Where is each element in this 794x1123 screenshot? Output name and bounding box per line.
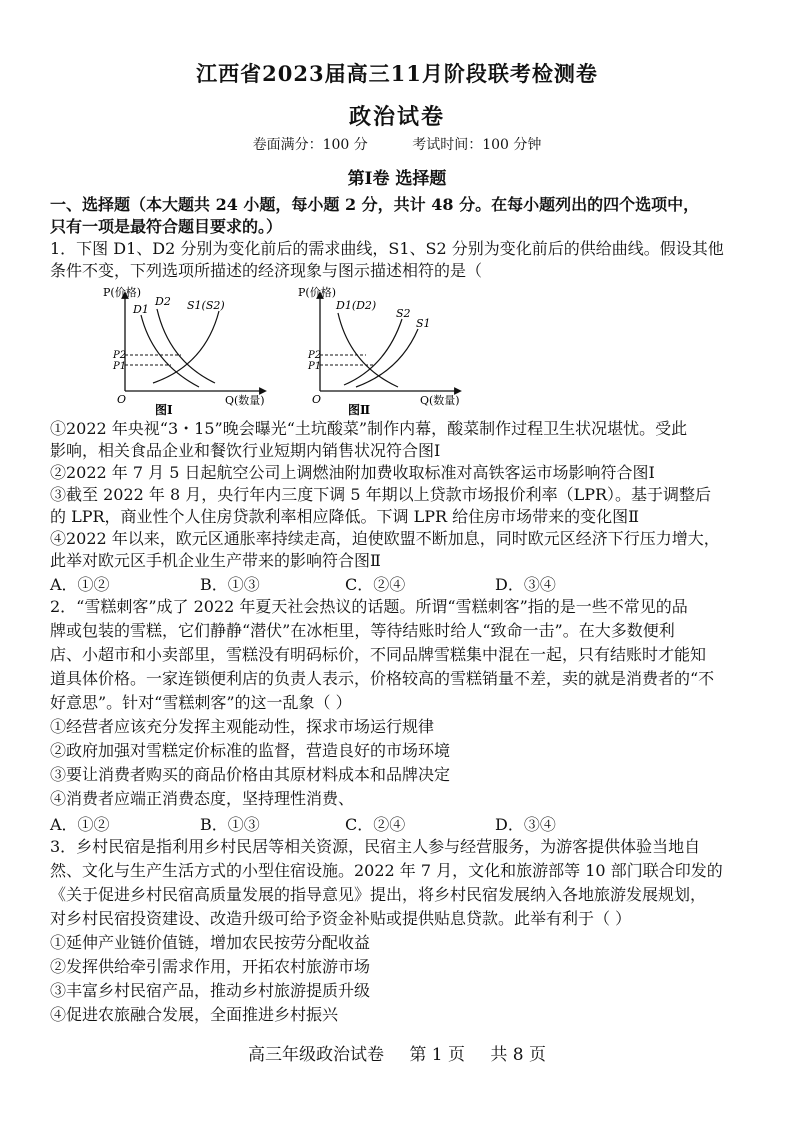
q3-stem-line-4: 对乡村民宿投资建设、改造升级可给予资金补贴或提供贴息贷款。此举有利于（ ）	[50, 909, 632, 928]
page-footer	[0, 1040, 794, 1065]
q3-stem-line-2: 然、文化与生产生活方式的小型住宿设施。2022 年 7 月，文化和旅游部等 10 部门联合印发的	[50, 861, 723, 880]
q1-item-1-line-2: 影响，相关食品企业和餐饮行业短期内销售状况符合图Ⅰ	[50, 441, 441, 460]
full-score: 卷面满分：100 分	[252, 137, 368, 153]
exam-meta	[0, 134, 794, 154]
q3-item-4: ④促进农旅融合发展，全面推进乡村振兴	[50, 1005, 339, 1024]
graph1-y-label: P(价格)	[103, 286, 141, 299]
q1-options	[50, 572, 750, 594]
supply-demand-graph-2	[290, 283, 470, 418]
graph1-p2-label: P2	[113, 350, 127, 361]
supply-demand-graph-1	[95, 283, 275, 418]
graph2-s2-label: S2	[396, 307, 411, 320]
q1-stem-line-1: 1．下图 D1、D2 分别为变化前后的需求曲线，S1、S2 分别为变化前后的供给曲线。假设其他	[50, 239, 724, 258]
graph1-x-label: Q(数量)	[225, 394, 265, 407]
exam-subject: 政治试卷	[348, 104, 445, 130]
q2-stem-line-4: 道具体价格。一家连锁便利店的负责人表示，价格较高的雪糕销量不差，卖的就是消费者的“不	[50, 669, 715, 688]
footer-grade: 高三年级政治试卷	[247, 1045, 384, 1065]
graph2-supply-curve-s2	[344, 319, 402, 385]
q2-stem-line-1: 2．“雪糕刺客”成了 2022 年夏天社会热议的话题。所谓“雪糕刺客”指的是一些不常见的品	[50, 597, 688, 616]
graph1-s-label: S1(S2)	[187, 299, 225, 312]
q2-item-2: ②政府加强对雪糕定价标准的监督，营造良好的市场环境	[50, 741, 451, 760]
q2-item-3: ③要让消费者购买的商品价格由其原材料成本和品牌决定	[50, 765, 451, 784]
graph2-d-label: D1(D2)	[336, 299, 377, 312]
q2-option-a[interactable]: A．①②	[50, 815, 110, 834]
q2-item-4: ④消费者应端正消费态度，坚持理性消费、	[50, 789, 355, 808]
graph1-d2-label: D2	[155, 295, 171, 308]
q2-item-1: ①经营者应该充分发挥主观能动性，探求市场运行规律	[50, 717, 435, 736]
q1-stem-line-2: 条件不变，下列选项所描述的经济现象与图示描述相符的是（	[50, 261, 483, 280]
graph2-origin: O	[312, 393, 322, 406]
q2-option-c[interactable]: C．②④	[345, 815, 406, 834]
q3-item-1: ①延伸产业链价值链，增加农民按劳分配收益	[50, 933, 371, 952]
q1-item-1-line-1: ①2022 年央视“3・15”晚会曝光“土坑酸菜”制作内幕，酸菜制作过程卫生状况堪忧。受此	[50, 419, 688, 438]
q2-option-b[interactable]: B．①③	[200, 815, 260, 834]
q1-item-4-line-1: ④2022 年以来，欧元区通胀率持续走高，迫使欧盟不断加息，同时欧元区经济下行压力增大，	[50, 529, 720, 548]
q3-item-2: ②发挥供给牵引需求作用，开拓农村旅游市场	[50, 957, 371, 976]
q3-stem-line-3: 《关于促进乡村民宿高质量发展的指导意见》提出，将乡村民宿发展纳入各地旅游发展规划，	[50, 885, 707, 904]
footer-page-number: 第 1 页	[409, 1045, 465, 1065]
q2-stem-line-3: 店、小超市和小卖部里，雪糕没有明码标价，不同品牌雪糕集中混在一起，只有结账时才能知	[50, 645, 707, 664]
q1-item-2: ②2022 年 7 月 5 日起航空公司上调燃油附加费收取标准对高铁客运市场影响符合图Ⅰ	[50, 463, 655, 482]
graph1-supply-curve	[153, 311, 219, 383]
q1-option-b[interactable]: B．①③	[200, 575, 260, 594]
graph2-p1-label: P1	[308, 361, 322, 372]
exam-time: 考试时间：100 分钟	[412, 137, 542, 153]
q2-options	[50, 812, 750, 834]
section-heading: 第Ⅰ卷 选择题	[347, 169, 447, 189]
instructions-line-1: 一、选择题（本大题共 24 小题，每小题 2 分，共计 48 分。在每小题列出的四个选项中，	[50, 195, 700, 214]
graph2-x-label: Q(数量)	[420, 394, 460, 407]
q1-item-4-line-2: 此举对欧元区手机企业生产带来的影响符合图Ⅱ	[50, 551, 381, 570]
q1-option-c[interactable]: C．②④	[345, 575, 406, 594]
q3-item-3: ③丰富乡村民宿产品，推动乡村旅游提质升级	[50, 981, 371, 1000]
graph2-supply-curve-s1	[356, 329, 418, 387]
graph2-demand-curve	[338, 313, 398, 387]
q2-option-d[interactable]: D．③④	[495, 815, 556, 834]
q1-option-d[interactable]: D．③④	[495, 575, 556, 594]
q1-option-a[interactable]: A．①②	[50, 575, 110, 594]
graph2-s1-label: S1	[416, 317, 431, 330]
graph2-caption: 图Ⅱ	[348, 403, 371, 417]
instructions-line-2: 只有一项是最符合题目要求的。）	[50, 217, 283, 236]
q2-stem-line-5: 好意思”。针对“雪糕刺客”的这一乱象（ ）	[50, 693, 352, 712]
q1-item-3-line-1: ③截至 2022 年 8 月，央行年内三度下调 5 年期以上贷款市场报价利率（LPR）。基于调整后	[50, 485, 712, 504]
q3-stem-line-1: 3．乡村民宿是指利用乡村民居等相关资源，民宿主人参与经营服务，为游客提供体验当地自	[50, 837, 701, 856]
graph1-caption: 图Ⅰ	[155, 403, 173, 417]
graph1-demand-curve-d2	[157, 309, 215, 383]
q1-item-3-line-2: 的 LPR，商业性个人住房贷款利率相应降低。下调 LPR 给住房市场带来的变化图Ⅱ	[50, 507, 640, 526]
exam-title: 江西省2023届高三11月阶段联考检测卷	[196, 61, 598, 86]
graph1-p1-label: P1	[113, 361, 127, 372]
graph1-d1-label: D1	[133, 303, 149, 316]
q2-stem-line-2: 牌或包装的雪糕，它们静静“潜伏”在冰柜里，等待结账时给人“致命一击”。在大多数便利	[50, 621, 675, 640]
footer-total-pages: 共 8 页	[490, 1045, 547, 1065]
graph1-origin: O	[117, 393, 127, 406]
graph2-p2-label: P2	[308, 350, 322, 361]
graph2-y-label: P(价格)	[298, 286, 336, 299]
